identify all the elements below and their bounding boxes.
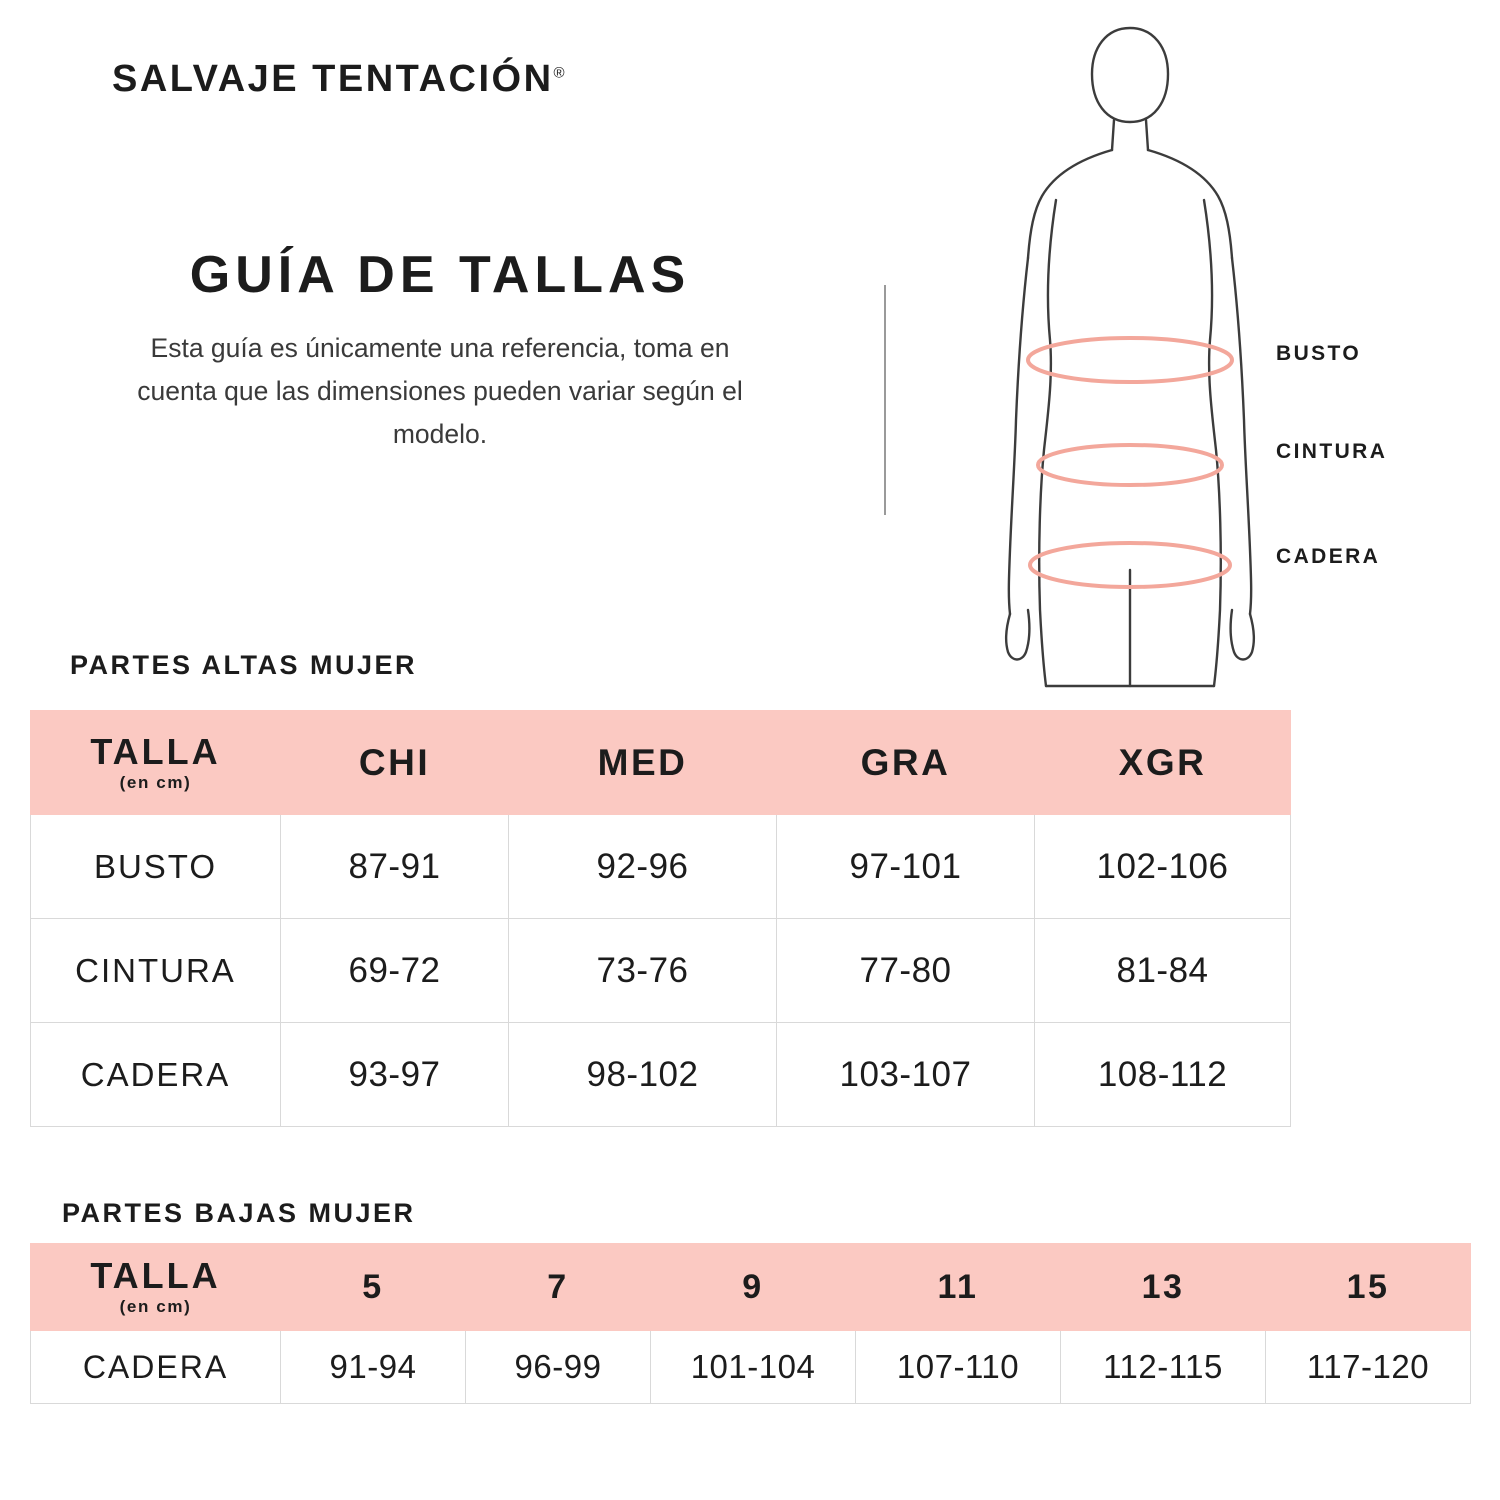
header-size-5: 5 xyxy=(281,1244,466,1331)
cell-busto-med: 92-96 xyxy=(509,815,777,919)
table-row xyxy=(31,815,1291,919)
table-partes-bajas xyxy=(30,1243,1471,1404)
section-caption-lower: PARTES BAJAS MUJER xyxy=(62,1198,416,1228)
cell-cadera-11: 107-110 xyxy=(856,1331,1061,1404)
row-label-cintura: CINTURA xyxy=(31,919,281,1023)
table-row xyxy=(31,1331,1471,1404)
row-label-busto: BUSTO xyxy=(31,815,281,919)
header-size-gra: GRA xyxy=(777,711,1035,815)
vertical-divider xyxy=(884,285,886,515)
table-header-row xyxy=(31,711,1291,815)
table-row xyxy=(31,1023,1291,1127)
header-size-xgr: XGR xyxy=(1035,711,1291,815)
label-cadera: CADERA xyxy=(1276,545,1381,568)
header-size-11: 11 xyxy=(856,1244,1061,1331)
cell-cadera-5: 91-94 xyxy=(281,1331,466,1404)
cell-busto-xgr: 102-106 xyxy=(1035,815,1291,919)
cell-cintura-xgr: 81-84 xyxy=(1035,919,1291,1023)
cell-cadera-13: 112-115 xyxy=(1061,1331,1266,1404)
table-header-row xyxy=(31,1244,1471,1331)
brand-wordmark xyxy=(112,58,565,101)
header-talla-units: (en cm) xyxy=(119,1297,192,1317)
page-title: GUÍA DE TALLAS xyxy=(189,246,691,304)
cell-cadera-7: 96-99 xyxy=(466,1331,651,1404)
label-cintura: CINTURA xyxy=(1276,440,1388,463)
label-busto: BUSTO xyxy=(1276,342,1362,365)
header-size-med: MED xyxy=(509,711,777,815)
cell-cadera-9: 101-104 xyxy=(651,1331,856,1404)
header-size-7: 7 xyxy=(466,1244,651,1331)
cell-cadera-xgr: 108-112 xyxy=(1035,1023,1291,1127)
header-talla xyxy=(31,1244,281,1331)
body-figure-illustration xyxy=(960,10,1300,710)
table-row xyxy=(31,919,1291,1023)
header-size-9: 9 xyxy=(651,1244,856,1331)
header-size-chi: CHI xyxy=(281,711,509,815)
header-talla-label: TALLA xyxy=(90,1255,221,1297)
intro-block xyxy=(60,245,820,456)
row-label-cadera: CADERA xyxy=(31,1023,281,1127)
cell-busto-chi: 87-91 xyxy=(281,815,509,919)
table-partes-altas xyxy=(30,710,1291,1127)
female-body-outline-icon xyxy=(960,10,1300,710)
section-caption-upper: PARTES ALTAS MUJER xyxy=(70,650,418,680)
header-talla xyxy=(31,711,281,815)
brand-name: SALVAJE TENTACIÓN xyxy=(112,58,554,100)
cell-cintura-chi: 69-72 xyxy=(281,919,509,1023)
cell-cintura-gra: 77-80 xyxy=(777,919,1035,1023)
cell-cadera-med: 98-102 xyxy=(509,1023,777,1127)
registered-mark: ® xyxy=(553,64,565,82)
cell-cadera-chi: 93-97 xyxy=(281,1023,509,1127)
cell-cadera-gra: 103-107 xyxy=(777,1023,1035,1127)
cell-cintura-med: 73-76 xyxy=(509,919,777,1023)
header-talla-units: (en cm) xyxy=(119,772,192,792)
header-size-13: 13 xyxy=(1061,1244,1266,1331)
header-talla-label: TALLA xyxy=(90,730,221,772)
intro-description: Esta guía es únicamente una referencia, toma en cuenta que las dimensiones pueden variar según el modelo. xyxy=(137,333,743,449)
cell-cadera-15: 117-120 xyxy=(1266,1331,1471,1404)
row-label-cadera: CADERA xyxy=(31,1331,281,1404)
cell-busto-gra: 97-101 xyxy=(777,815,1035,919)
header-size-15: 15 xyxy=(1266,1244,1471,1331)
